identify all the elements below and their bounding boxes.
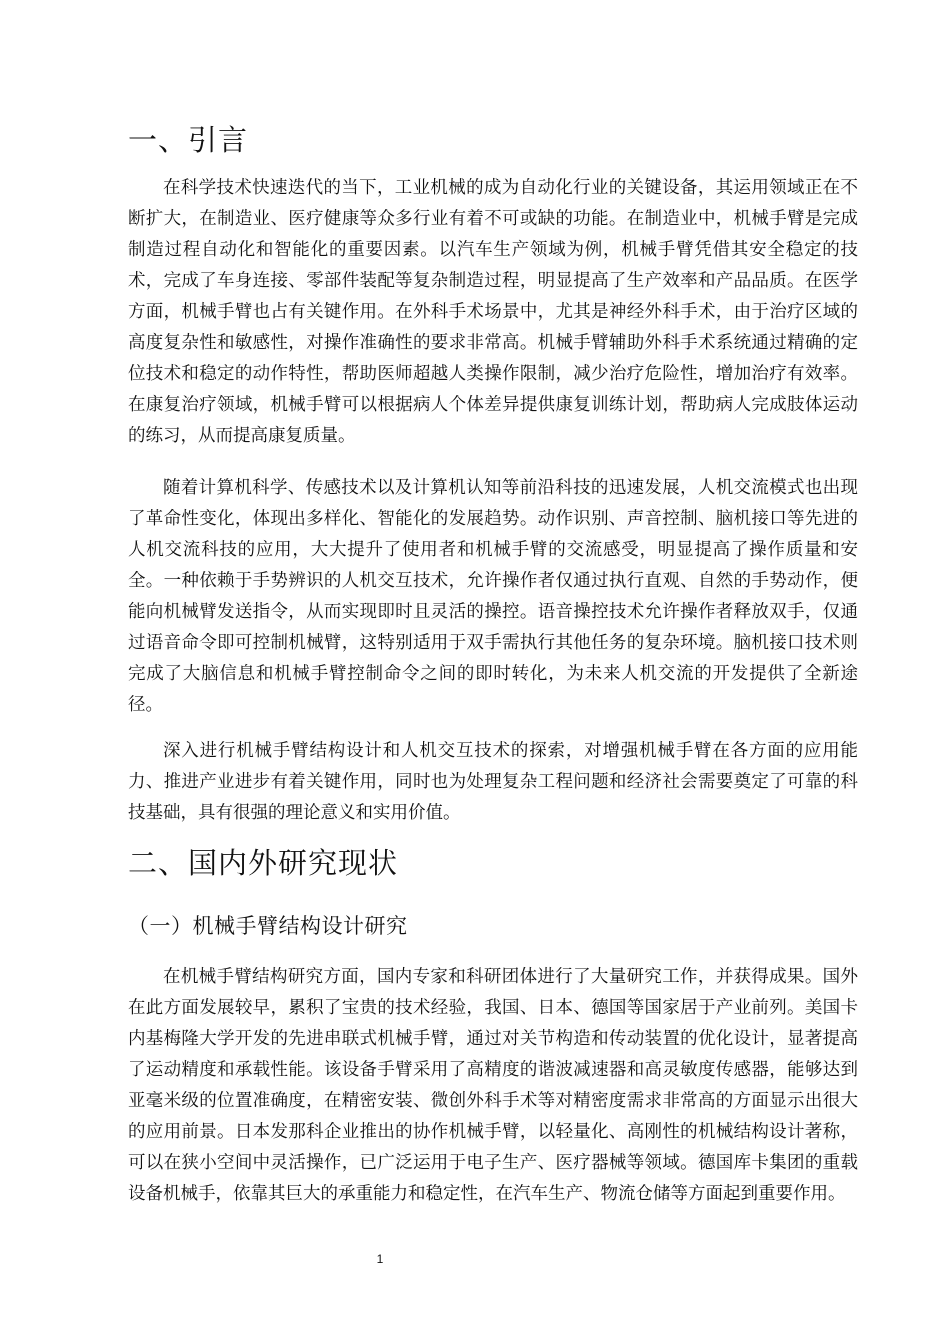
page-number: 1 [376, 1252, 384, 1266]
paragraph: 在科学技术快速迭代的当下，工业机械的成为自动化行业的关键设备，其运用领域正在不断扩大，在制造业、医疗健康等众多行业有着不可或缺的功能。在制造业中，机械手臂是完成制造过程自动化和智能化的重要因素。以汽车生产领域为例，机械手臂凭借其安全稳定的技术，完成了车身连接、零部件装配等复杂制造过程，明显提高了生产效率和产品品质。在医学方面，机械手臂也占有关键作用。在外科手术场景中，尤其是神经外科手术，由于治疗区域的高度复杂性和敏感性，对操作准确性的要求非常高。机械手臂辅助外科手术系统通过精确的定位技术和稳定的动作特性，帮助医师超越人类操作限制，减少治疗危险性，增加治疗有效率。在康复治疗领域，机械手臂可以根据病人个体差异提供康复训练计划，帮助病人完成肢体运动的练习，从而提高康复质量。 [128, 178, 858, 446]
paragraph: 随着计算机科学、传感技术以及计算机认知等前沿科技的迅速发展，人机交流模式也出现了革命性变化，体现出多样化、智能化的发展趋势。动作识别、声音控制、脑机接口等先进的人机交流科技的应用，大大提升了使用者和机械手臂的交流感受，明显提高了操作质量和安全。一种依赖于手势辨识的人机交互技术，允许操作者仅通过执行直观、自然的手势动作，便能向机械臂发送指令，从而实现即时且灵活的操控。语音操控技术允许操作者释放双手，仅通过语音命令即可控制机械臂，这特别适用于双手需执行其他任务的复杂环境。脑机接口技术则完成了大脑信息和机械手臂控制命令之间的即时转化，为未来人机交流的开发提供了全新途径。 [128, 478, 858, 715]
subsection-heading-arm-structure: （一）机械手臂结构设计研究 [128, 914, 408, 938]
paragraph: 深入进行机械手臂结构设计和人机交互技术的探索，对增强机械手臂在各方面的应用能力、推进产业进步有着关键作用，同时也为处理复杂工程问题和经济社会需要奠定了可靠的科技基础，具有很强的理论意义和实用价值。 [128, 741, 858, 823]
section-heading-research-status: 二、国内外研究现状 [128, 846, 399, 880]
section-heading-introduction: 一、引言 [128, 123, 249, 157]
paragraph: 在机械手臂结构研究方面，国内专家和科研团体进行了大量研究工作，并获得成果。国外在此方面发展较早，累积了宝贵的技术经验，我国、日本、德国等国家居于产业前列。美国卡内基梅隆大学开发的先进串联式机械手臂，通过对关节构造和传动装置的优化设计，显著提高了运动精度和承载性能。该设备手臂采用了高精度的谐波减速器和高灵敏度传感器，能够达到亚毫米级的位置准确度，在精密安装、微创外科手术等对精密度需求非常高的方面显示出很大的应用前景。日本发那科企业推出的协作机械手臂，以轻量化、高刚性的机械结构设计著称，可以在狭小空间中灵活操作，已广泛运用于电子生产、医疗器械等领域。德国库卡集团的重载设备机械手，依靠其巨大的承重能力和稳定性，在汽车生产、物流仓储等方面起到重要作用。 [128, 967, 858, 1204]
